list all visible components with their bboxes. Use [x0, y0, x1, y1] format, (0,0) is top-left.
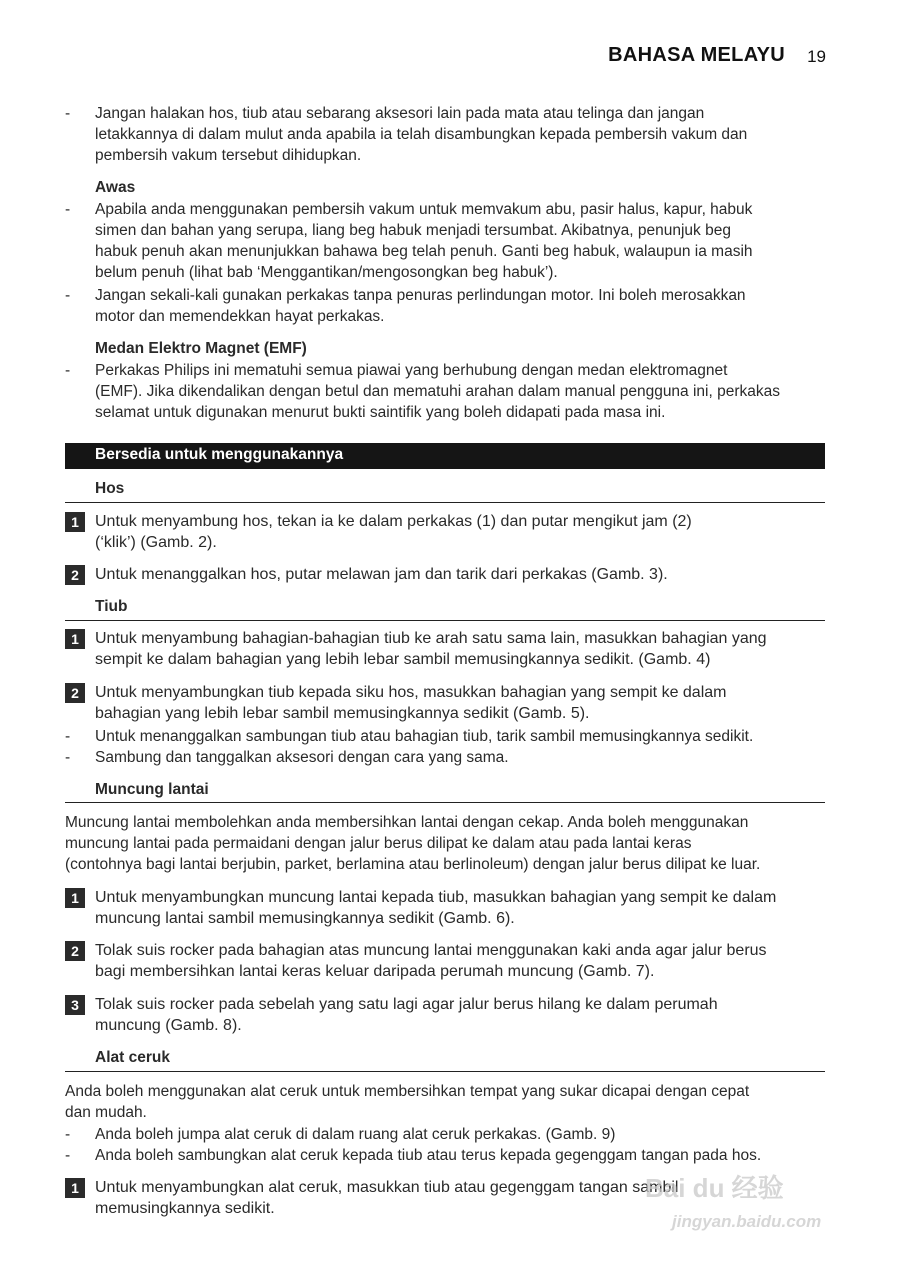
- step-number: 2: [65, 941, 85, 961]
- awas-item-2: Jangan sekali-kali gunakan perkakas tanpa penuras perlindungan motor. Ini boleh merosakkan motor dan memendekkan hayat perkakas.: [95, 287, 746, 325]
- tiub-note-2: Sambung dan tanggalkan aksesori dengan cara yang sama.: [95, 749, 509, 766]
- bullet-marker: -: [65, 749, 71, 766]
- step-number: 1: [65, 888, 85, 908]
- page-section-title: BAHASA MELAYU: [608, 44, 785, 66]
- bullet-marker: -: [65, 105, 71, 122]
- step-number: 1: [65, 629, 85, 649]
- muncung-step-3: Tolak suis rocker pada sebelah yang satu lagi agar jalur berus hilang ke dalam perumah muncung (Gamb. 8).: [95, 996, 718, 1034]
- bullet-marker: -: [65, 287, 71, 304]
- section-heading: Bersedia untuk menggunakannya: [95, 446, 344, 463]
- section-heading-bar: [65, 443, 825, 469]
- muncung-step-1: Untuk menyambungkan muncung lantai kepada tiub, masukkan bahagian yang sempit ke dalam muncung lantai sambil memusingkannya sedikit (Gamb. 6).: [95, 889, 777, 927]
- bullet-marker: -: [65, 362, 71, 379]
- step-number: 3: [65, 995, 85, 1015]
- step-number: 1: [65, 1178, 85, 1198]
- bullet-marker: -: [65, 728, 71, 745]
- intro-warning-text: Jangan halakan hos, tiub atau sebarang aksesori lain pada mata atau telinga dan jangan letakkannya di dalam mulut anda apabila ia telah disambungkan kepada pembersih vakum dan pembersih vakum tersebut dihidupkan.: [95, 105, 748, 164]
- step-number: 2: [65, 565, 85, 585]
- tiub-heading: Tiub: [95, 598, 128, 615]
- tiub-step-2: Untuk menyambungkan tiub kepada siku hos, masukkan bahagian yang sempit ke dalam bahagian yang lebih lebar sambil memusingkannya sedikit (Gamb. 5).: [95, 684, 727, 722]
- hos-step-1: Untuk menyambung hos, tekan ia ke dalam perkakas (1) dan putar mengikut jam (2) (‘klik’) (Gamb. 2).: [95, 513, 692, 551]
- baidu-watermark-logo: Bai du 经验: [645, 1173, 784, 1203]
- awas-heading: Awas: [95, 179, 136, 196]
- baidu-watermark-url: jingyan.baidu.com: [672, 1212, 822, 1231]
- bullet-marker: -: [65, 1126, 71, 1143]
- muncung-step-2: Tolak suis rocker pada bahagian atas muncung lantai menggunakan kaki anda agar jalur berus bagi membersihkan lantai keras keluar daripada perumah muncung (Gamb. 7).: [95, 942, 767, 980]
- ceruk-step-1: Untuk menyambungkan alat ceruk, masukkan tiub atau gegenggam tangan sambil memusingkannya sedikit.: [95, 1179, 679, 1217]
- step-number: 1: [65, 512, 85, 532]
- ceruk-note-2: Anda boleh sambungkan alat ceruk kepada tiub atau terus kepada gegenggam tangan pada hos.: [95, 1147, 762, 1164]
- divider: [65, 502, 825, 503]
- emf-heading: Medan Elektro Magnet (EMF): [95, 340, 307, 357]
- divider: [65, 620, 825, 621]
- tiub-step-1: Untuk menyambung bahagian-bahagian tiub ke arah satu sama lain, masukkan bahagian yang sempit ke dalam bahagian yang lebih lebar sambil memusingkannya sedikit. (Gamb. 4): [95, 630, 767, 668]
- muncung-heading: Muncung lantai: [95, 781, 209, 798]
- divider: [65, 802, 825, 803]
- ceruk-note-1: Anda boleh jumpa alat ceruk di dalam ruang alat ceruk perkakas. (Gamb. 9): [95, 1126, 616, 1143]
- emf-text: Perkakas Philips ini mematuhi semua piawai yang berhubung dengan medan elektromagnet (EMF). Jika dikendalikan dengan betul dan mematuhi arahan dalam manual pengguna ini, perkakas selamat untuk digunakan menurut bukti saintifik yang boleh didapati pada masa ini.: [95, 362, 780, 421]
- hos-step-2: Untuk menanggalkan hos, putar melawan jam dan tarik dari perkakas (Gamb. 3).: [95, 566, 668, 583]
- muncung-paragraph: Muncung lantai membolehkan anda membersihkan lantai dengan cekap. Anda boleh menggunakan muncung lantai pada permaidani dengan jalur berus dilipat ke dalam atau pada lantai keras (contohnya bagi lantai berjubin, parket, berlamina atau berlinoleum) dengan jalur berus dilipat ke luar.: [65, 814, 761, 873]
- ceruk-paragraph: Anda boleh menggunakan alat ceruk untuk membersihkan tempat yang sukar dicapai dengan cepat dan mudah.: [65, 1083, 750, 1121]
- bullet-marker: -: [65, 1147, 71, 1164]
- bullet-marker: -: [65, 201, 71, 218]
- ceruk-heading: Alat ceruk: [95, 1049, 170, 1066]
- tiub-note-1: Untuk menanggalkan sambungan tiub atau bahagian tiub, tarik sambil memusingkannya sedikit.: [95, 728, 754, 745]
- page-number: 19: [807, 47, 826, 66]
- divider: [65, 1071, 825, 1072]
- step-number: 2: [65, 683, 85, 703]
- hos-heading: Hos: [95, 480, 125, 497]
- awas-item-1: Apabila anda menggunakan pembersih vakum untuk memvakum abu, pasir halus, kapur, habuk simen dan bahan yang serupa, liang beg habuk menjadi tersumbat. Akibatnya, penunjuk beg habuk penuh akan menunjukkan bahawa beg telah penuh. Ganti beg habuk, walaupun ia masih belum penuh (lihat bab ‘Menggantikan/mengosongkan beg habuk’).: [95, 201, 753, 281]
